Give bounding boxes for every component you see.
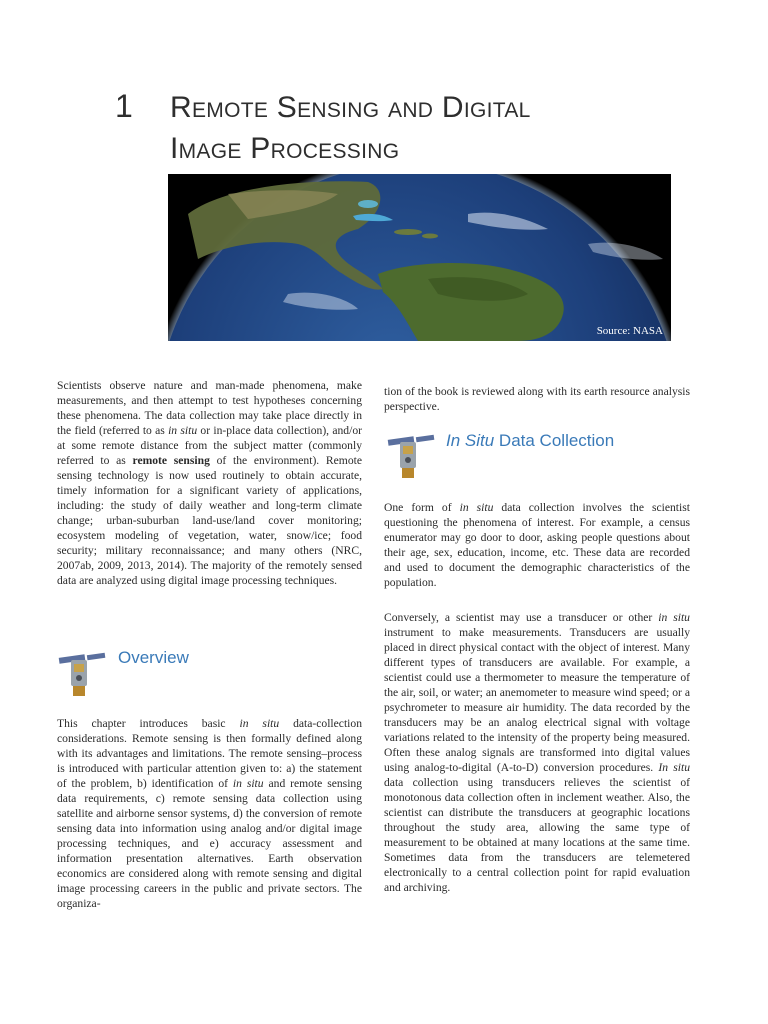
chapter-title-text1: Remote Sensing and Digital — [170, 91, 531, 124]
overview-heading: Overview — [118, 648, 189, 667]
insitu-paragraph-2: Conversely, a scientist may use a transducer or other in situ instrument to make measurements. Transducers are usually placed in direct physical contact with the object of interest. Many different types of transducers are available. For example, a scientist could use a thermometer to measure the temperature of the air, soil, or water; an anemometer to measure wind speed; or a psychrometer to measure air humidity. The data recorded by the transducers may be an analog electrical signal with voltage variations related to the intensity of the property being measured. Often these analog signals are transformed into digital values using analog-to-digital (A-to-D) conversion procedures. In situ data collection using transducers relieves the scientist of monotonous data collection often in inclement weather. Also, the scientist can distribute the transducers at geographic locations throughout the study area, allowing the same type of measurement to be obtained at many locations at the same time. Sometimes data from the transducers are telemetered electronically to a central collection point for rapid evaluation and archiving. — [384, 611, 690, 894]
satellite-icon — [386, 430, 438, 487]
earth-globe-illustration — [168, 174, 671, 341]
chapter-number: 1 — [115, 88, 134, 124]
insitu-paragraph-1: One form of in situ data collection involves the scientist questioning the phenomena of interest. For example, a census enumerator may go door to door, asking people questions about their age, sex, education, income, etc. These data are recorded and used to document the demographic characteristics of the population. — [384, 501, 690, 589]
chapter-title-line2: Image Processing — [170, 132, 400, 165]
satellite-icon — [57, 648, 109, 705]
insitu-heading: In Situ Data Collection — [446, 431, 615, 450]
continuation-paragraph: tion of the book is reviewed along with its earth resource analysis perspective. — [384, 385, 690, 413]
image-credit: Source: NASA — [596, 325, 663, 337]
chapter-title-line1 — [115, 90, 531, 123]
overview-paragraph: This chapter introduces basic in situ data-collection considerations. Remote sensing is then formally defined along with its advantages and limitations. The remote sensing–process is introduced with particular attention given to: a) the statement of the problem, b) identification of in situ and remote sensing data requirements, c) remote sensing data collection using satellite and airborne sensor systems, d) the conversion of remote sensing data into information using analog and/or digital image processing techniques, and e) accuracy assessment and information presentation alternatives. Earth observation economics are considered along with remote sensing and digital image processing careers in the public and private sectors. The organiza- — [57, 717, 363, 910]
earth-globe-image — [168, 174, 671, 341]
intro-paragraph: Scientists observe nature and man-made phenomena, make measurements, and then attempt to test hypotheses concerning these phenomena. The data collection may take place directly in the field (referred to as in situ or in-place data collection), and/or at some remote distance from the subject matter (commonly referred to as remote sensing of the environment). Remote sensing technology is now used routinely to obtain accurate, timely information for a significant variety of applications, including: the study of daily weather and long-term climate change; urban-suburban land-use/land cover monitoring; ecosystem modeling of vegetation, water, snow/ice; food security; military reconnaissance; and many others (NRC, 2007ab, 2009, 2013, 2014). The majority of the remotely sensed data are analyzed using digital image processing techniques. — [57, 379, 362, 587]
